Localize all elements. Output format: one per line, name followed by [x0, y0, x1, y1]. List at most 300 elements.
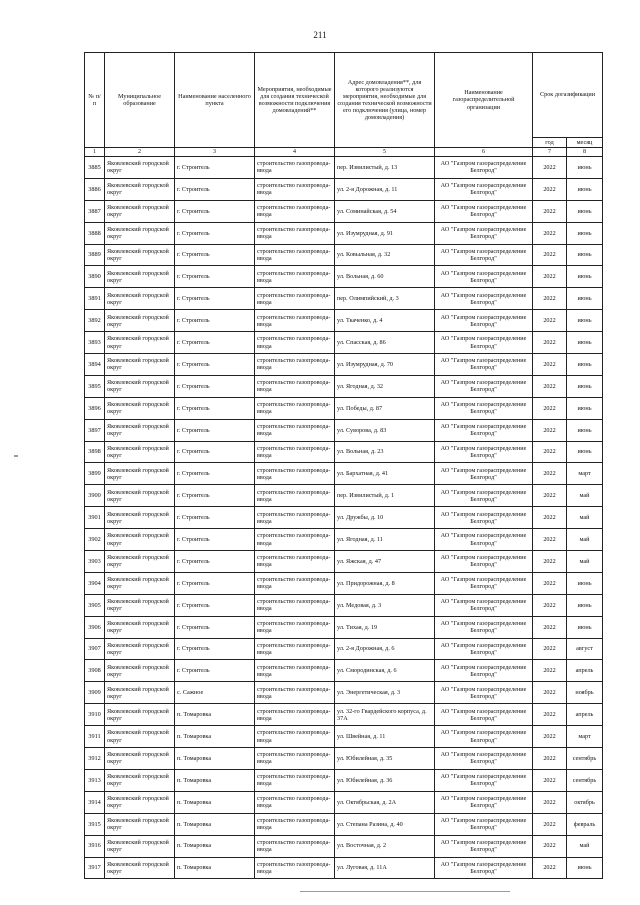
table-row — [85, 507, 603, 529]
row-number: 3906 — [85, 616, 105, 638]
address-cell: ул. Придорожная, д. 8 — [335, 572, 435, 594]
settlement-cell: г. Строитель — [175, 551, 255, 573]
table-row — [85, 660, 603, 682]
activity-cell: строительство газопровода-ввода — [255, 529, 335, 551]
organization-cell: АО "Газпром газораспределение Белгород" — [435, 354, 533, 376]
year-cell: 2022 — [533, 200, 567, 222]
municipality-cell: Яковлевский городской округ — [105, 813, 175, 835]
row-number: 3910 — [85, 704, 105, 726]
header-organization: Наименование газораспределительной организации — [435, 53, 533, 148]
municipality-cell: Яковлевский городской округ — [105, 791, 175, 813]
table-row — [85, 397, 603, 419]
month-cell: июнь — [567, 200, 603, 222]
header-municipality: Муниципальное образование — [105, 53, 175, 148]
organization-cell: АО "Газпром газораспределение Белгород" — [435, 397, 533, 419]
address-cell: ул. Спасская, д. 86 — [335, 332, 435, 354]
year-cell: 2022 — [533, 157, 567, 179]
municipality-cell: Яковлевский городской округ — [105, 835, 175, 857]
municipality-cell: Яковлевский городской округ — [105, 857, 175, 879]
year-cell: 2022 — [533, 375, 567, 397]
settlement-cell: г. Строитель — [175, 157, 255, 179]
month-cell: сентябрь — [567, 769, 603, 791]
column-number: 7 — [533, 148, 567, 157]
municipality-cell: Яковлевский городской округ — [105, 332, 175, 354]
activity-cell: строительство газопровода-ввода — [255, 375, 335, 397]
organization-cell: АО "Газпром газораспределение Белгород" — [435, 485, 533, 507]
activity-cell: строительство газопровода-ввода — [255, 572, 335, 594]
year-cell: 2022 — [533, 485, 567, 507]
municipality-cell: Яковлевский городской округ — [105, 748, 175, 770]
row-number: 3905 — [85, 594, 105, 616]
organization-cell: АО "Газпром газораспределение Белгород" — [435, 529, 533, 551]
settlement-cell: п. Томаровка — [175, 791, 255, 813]
table-header — [85, 53, 603, 157]
settlement-cell: г. Строитель — [175, 660, 255, 682]
row-number: 3888 — [85, 222, 105, 244]
municipality-cell: Яковлевский городской округ — [105, 769, 175, 791]
municipality-cell: Яковлевский городской округ — [105, 375, 175, 397]
year-cell: 2022 — [533, 354, 567, 376]
row-number: 3914 — [85, 791, 105, 813]
activity-cell: строительство газопровода-ввода — [255, 638, 335, 660]
municipality-cell: Яковлевский городской округ — [105, 660, 175, 682]
table-row — [85, 616, 603, 638]
scan-edge-line — [300, 891, 510, 892]
settlement-cell: г. Строитель — [175, 354, 255, 376]
settlement-cell: г. Строитель — [175, 616, 255, 638]
month-cell: июнь — [567, 354, 603, 376]
table-row — [85, 551, 603, 573]
address-cell: ул. Восточная, д. 2 — [335, 835, 435, 857]
month-cell: июнь — [567, 157, 603, 179]
municipality-cell: Яковлевский городской округ — [105, 244, 175, 266]
municipality-cell: Яковлевский городской округ — [105, 551, 175, 573]
month-cell: июнь — [567, 594, 603, 616]
activity-cell: строительство газопровода-ввода — [255, 616, 335, 638]
municipality-cell: Яковлевский городской округ — [105, 288, 175, 310]
activity-cell: строительство газопровода-ввода — [255, 704, 335, 726]
table-row — [85, 813, 603, 835]
month-cell: июнь — [567, 244, 603, 266]
month-cell: июнь — [567, 222, 603, 244]
address-cell: ул. Тихая, д. 19 — [335, 616, 435, 638]
row-number: 3897 — [85, 419, 105, 441]
table-row — [85, 178, 603, 200]
activity-cell: строительство газопровода-ввода — [255, 310, 335, 332]
header-year: год — [533, 138, 567, 148]
row-number: 3911 — [85, 726, 105, 748]
address-cell: ул. Вольная, д. 60 — [335, 266, 435, 288]
organization-cell: АО "Газпром газораспределение Белгород" — [435, 288, 533, 310]
address-cell: ул. Яжская, д. 47 — [335, 551, 435, 573]
activity-cell: строительство газопровода-ввода — [255, 594, 335, 616]
table-row — [85, 594, 603, 616]
year-cell: 2022 — [533, 682, 567, 704]
municipality-cell: Яковлевский городской округ — [105, 397, 175, 419]
table-row — [85, 441, 603, 463]
municipality-cell: Яковлевский городской округ — [105, 354, 175, 376]
settlement-cell: г. Строитель — [175, 485, 255, 507]
municipality-cell: Яковлевский городской округ — [105, 682, 175, 704]
page-number: 211 — [313, 30, 327, 40]
address-cell: ул. Ковыльная, д. 32 — [335, 244, 435, 266]
address-cell: ул. Изумрудная, д. 91 — [335, 222, 435, 244]
organization-cell: АО "Газпром газораспределение Белгород" — [435, 857, 533, 879]
address-cell: ул. Суворова, д. 83 — [335, 419, 435, 441]
column-number: 6 — [435, 148, 533, 157]
organization-cell: АО "Газпром газораспределение Белгород" — [435, 572, 533, 594]
year-cell: 2022 — [533, 288, 567, 310]
address-cell: ул. Ягодная, д. 32 — [335, 375, 435, 397]
municipality-cell: Яковлевский городской округ — [105, 463, 175, 485]
organization-cell: АО "Газпром газораспределение Белгород" — [435, 704, 533, 726]
organization-cell: АО "Газпром газораспределение Белгород" — [435, 200, 533, 222]
table-row — [85, 682, 603, 704]
year-cell: 2022 — [533, 266, 567, 288]
address-cell: ул. Луговая, д. 11А — [335, 857, 435, 879]
month-cell: март — [567, 463, 603, 485]
month-cell: июнь — [567, 310, 603, 332]
municipality-cell: Яковлевский городской округ — [105, 222, 175, 244]
municipality-cell: Яковлевский городской округ — [105, 507, 175, 529]
municipality-cell: Яковлевский городской округ — [105, 529, 175, 551]
address-cell: ул. Бархатная, д. 41 — [335, 463, 435, 485]
month-cell: май — [567, 835, 603, 857]
settlement-cell: г. Строитель — [175, 332, 255, 354]
month-cell: май — [567, 551, 603, 573]
address-cell: ул. Дружбы, д. 10 — [335, 507, 435, 529]
column-number: 8 — [567, 148, 603, 157]
organization-cell: АО "Газпром газораспределение Белгород" — [435, 375, 533, 397]
row-number: 3887 — [85, 200, 105, 222]
organization-cell: АО "Газпром газораспределение Белгород" — [435, 419, 533, 441]
month-cell: октябрь — [567, 791, 603, 813]
year-cell: 2022 — [533, 178, 567, 200]
settlement-cell: п. Томаровка — [175, 835, 255, 857]
activity-cell: строительство газопровода-ввода — [255, 178, 335, 200]
organization-cell: АО "Газпром газораспределение Белгород" — [435, 748, 533, 770]
table-row — [85, 485, 603, 507]
header-address: Адрес домовладения**, для которого реализуются мероприятия, необходимые для создания технической возможности его подключения (улица, номер домовладения) — [335, 53, 435, 148]
row-number: 3890 — [85, 266, 105, 288]
year-cell: 2022 — [533, 572, 567, 594]
table-row — [85, 463, 603, 485]
organization-cell: АО "Газпром газораспределение Белгород" — [435, 244, 533, 266]
municipality-cell: Яковлевский городской округ — [105, 616, 175, 638]
year-cell: 2022 — [533, 748, 567, 770]
table-row — [85, 419, 603, 441]
table-row — [85, 288, 603, 310]
address-cell: ул. Медовая, д. 3 — [335, 594, 435, 616]
municipality-cell: Яковлевский городской округ — [105, 157, 175, 179]
row-number: 3900 — [85, 485, 105, 507]
organization-cell: АО "Газпром газораспределение Белгород" — [435, 310, 533, 332]
table-row — [85, 791, 603, 813]
column-number-row — [85, 148, 603, 157]
address-cell: ул. Юбилейная, д. 35 — [335, 748, 435, 770]
table-row — [85, 244, 603, 266]
year-cell: 2022 — [533, 638, 567, 660]
year-cell: 2022 — [533, 310, 567, 332]
month-cell: август — [567, 638, 603, 660]
municipality-cell: Яковлевский городской округ — [105, 200, 175, 222]
row-number: 3903 — [85, 551, 105, 573]
month-cell: февраль — [567, 813, 603, 835]
table-row — [85, 266, 603, 288]
row-number: 3886 — [85, 178, 105, 200]
settlement-cell: г. Строитель — [175, 244, 255, 266]
row-number: 3892 — [85, 310, 105, 332]
month-cell: июнь — [567, 266, 603, 288]
table-row — [85, 310, 603, 332]
year-cell: 2022 — [533, 463, 567, 485]
year-cell: 2022 — [533, 332, 567, 354]
activity-cell: строительство газопровода-ввода — [255, 857, 335, 879]
month-cell: июнь — [567, 178, 603, 200]
header-num: № п/п — [85, 53, 105, 148]
organization-cell: АО "Газпром газораспределение Белгород" — [435, 463, 533, 485]
row-number: 3902 — [85, 529, 105, 551]
organization-cell: АО "Газпром газораспределение Белгород" — [435, 638, 533, 660]
year-cell: 2022 — [533, 857, 567, 879]
address-cell: ул. 2-я Дорожная, д. 11 — [335, 178, 435, 200]
row-number: 3896 — [85, 397, 105, 419]
table-body — [85, 157, 603, 879]
table-row — [85, 726, 603, 748]
activity-cell: строительство газопровода-ввода — [255, 551, 335, 573]
municipality-cell: Яковлевский городской округ — [105, 485, 175, 507]
organization-cell: АО "Газпром газораспределение Белгород" — [435, 441, 533, 463]
table-row — [85, 157, 603, 179]
year-cell: 2022 — [533, 507, 567, 529]
table-row — [85, 222, 603, 244]
organization-cell: АО "Газпром газораспределение Белгород" — [435, 660, 533, 682]
settlement-cell: п. Томаровка — [175, 704, 255, 726]
table-row — [85, 748, 603, 770]
settlement-cell: г. Строитель — [175, 266, 255, 288]
year-cell: 2022 — [533, 397, 567, 419]
scan-mark — [14, 455, 18, 457]
settlement-cell: с. Сажное — [175, 682, 255, 704]
address-cell: пер. Извилистый, д. 13 — [335, 157, 435, 179]
row-number: 3916 — [85, 835, 105, 857]
activity-cell: строительство газопровода-ввода — [255, 200, 335, 222]
activity-cell: строительство газопровода-ввода — [255, 288, 335, 310]
organization-cell: АО "Газпром газораспределение Белгород" — [435, 616, 533, 638]
activity-cell: строительство газопровода-ввода — [255, 835, 335, 857]
month-cell: июнь — [567, 616, 603, 638]
year-cell: 2022 — [533, 529, 567, 551]
address-cell: ул. Соминайская, д. 54 — [335, 200, 435, 222]
organization-cell: АО "Газпром газораспределение Белгород" — [435, 157, 533, 179]
year-cell: 2022 — [533, 835, 567, 857]
address-cell: ул. Изумрудная, д. 70 — [335, 354, 435, 376]
month-cell: апрель — [567, 704, 603, 726]
month-cell: май — [567, 485, 603, 507]
column-number: 5 — [335, 148, 435, 157]
activity-cell: строительство газопровода-ввода — [255, 485, 335, 507]
month-cell: ноябрь — [567, 682, 603, 704]
table-row — [85, 638, 603, 660]
year-cell: 2022 — [533, 222, 567, 244]
month-cell: май — [567, 507, 603, 529]
organization-cell: АО "Газпром газораспределение Белгород" — [435, 178, 533, 200]
table-row — [85, 704, 603, 726]
settlement-cell: п. Томаровка — [175, 726, 255, 748]
settlement-cell: г. Строитель — [175, 441, 255, 463]
settlement-cell: п. Томаровка — [175, 748, 255, 770]
organization-cell: АО "Газпром газораспределение Белгород" — [435, 507, 533, 529]
address-cell: ул. Ткаченко, д. 4 — [335, 310, 435, 332]
row-number: 3915 — [85, 813, 105, 835]
organization-cell: АО "Газпром газораспределение Белгород" — [435, 791, 533, 813]
row-number: 3913 — [85, 769, 105, 791]
activity-cell: строительство газопровода-ввода — [255, 813, 335, 835]
organization-cell: АО "Газпром газораспределение Белгород" — [435, 813, 533, 835]
address-cell: ул. 32-го Гвардейского корпуса, д. 37А — [335, 704, 435, 726]
settlement-cell: г. Строитель — [175, 288, 255, 310]
settlement-cell: г. Строитель — [175, 507, 255, 529]
header-deadline: Срок догазификации — [533, 53, 603, 138]
activity-cell: строительство газопровода-ввода — [255, 726, 335, 748]
row-number: 3909 — [85, 682, 105, 704]
settlement-cell: г. Строитель — [175, 222, 255, 244]
table-row — [85, 200, 603, 222]
activity-cell: строительство газопровода-ввода — [255, 354, 335, 376]
month-cell: сентябрь — [567, 748, 603, 770]
activity-cell: строительство газопровода-ввода — [255, 332, 335, 354]
month-cell: июнь — [567, 857, 603, 879]
settlement-cell: г. Строитель — [175, 419, 255, 441]
municipality-cell: Яковлевский городской округ — [105, 726, 175, 748]
municipality-cell: Яковлевский городской округ — [105, 178, 175, 200]
year-cell: 2022 — [533, 660, 567, 682]
row-number: 3893 — [85, 332, 105, 354]
table-row — [85, 857, 603, 879]
settlement-cell: г. Строитель — [175, 178, 255, 200]
year-cell: 2022 — [533, 551, 567, 573]
activity-cell: строительство газопровода-ввода — [255, 660, 335, 682]
settlement-cell: п. Томаровка — [175, 813, 255, 835]
municipality-cell: Яковлевский городской округ — [105, 266, 175, 288]
municipality-cell: Яковлевский городской округ — [105, 441, 175, 463]
activity-cell: строительство газопровода-ввода — [255, 507, 335, 529]
row-number: 3891 — [85, 288, 105, 310]
year-cell: 2022 — [533, 726, 567, 748]
month-cell: июнь — [567, 288, 603, 310]
column-number: 3 — [175, 148, 255, 157]
activity-cell: строительство газопровода-ввода — [255, 791, 335, 813]
month-cell: июнь — [567, 419, 603, 441]
activity-cell: строительство газопровода-ввода — [255, 769, 335, 791]
settlement-cell: г. Строитель — [175, 310, 255, 332]
row-number: 3901 — [85, 507, 105, 529]
municipality-cell: Яковлевский городской округ — [105, 594, 175, 616]
organization-cell: АО "Газпром газораспределение Белгород" — [435, 682, 533, 704]
address-cell: ул. Смородинская, д. 6 — [335, 660, 435, 682]
month-cell: июнь — [567, 375, 603, 397]
month-cell: июнь — [567, 332, 603, 354]
settlement-cell: г. Строитель — [175, 572, 255, 594]
month-cell: июнь — [567, 441, 603, 463]
month-cell: март — [567, 726, 603, 748]
year-cell: 2022 — [533, 594, 567, 616]
table-row — [85, 572, 603, 594]
activity-cell: строительство газопровода-ввода — [255, 419, 335, 441]
year-cell: 2022 — [533, 813, 567, 835]
column-number: 1 — [85, 148, 105, 157]
row-number: 3908 — [85, 660, 105, 682]
settlement-cell: г. Строитель — [175, 200, 255, 222]
year-cell: 2022 — [533, 769, 567, 791]
activity-cell: строительство газопровода-ввода — [255, 748, 335, 770]
year-cell: 2022 — [533, 244, 567, 266]
month-cell: июнь — [567, 397, 603, 419]
row-number: 3899 — [85, 463, 105, 485]
settlement-cell: г. Строитель — [175, 529, 255, 551]
row-number: 3898 — [85, 441, 105, 463]
year-cell: 2022 — [533, 616, 567, 638]
address-cell: пер. Извилистый, д. 1 — [335, 485, 435, 507]
address-cell: ул. Ягодная, д. 11 — [335, 529, 435, 551]
settlement-cell: п. Томаровка — [175, 769, 255, 791]
table-row — [85, 375, 603, 397]
municipality-cell: Яковлевский городской округ — [105, 572, 175, 594]
organization-cell: АО "Газпром газораспределение Белгород" — [435, 726, 533, 748]
settlement-cell: г. Строитель — [175, 638, 255, 660]
address-cell: ул. Швейная, д. 11 — [335, 726, 435, 748]
row-number: 3912 — [85, 748, 105, 770]
row-number: 3889 — [85, 244, 105, 266]
header-settlement: Наименование населенного пункта — [175, 53, 255, 148]
organization-cell: АО "Газпром газораспределение Белгород" — [435, 332, 533, 354]
table-row — [85, 332, 603, 354]
activity-cell: строительство газопровода-ввода — [255, 222, 335, 244]
municipality-cell: Яковлевский городской округ — [105, 310, 175, 332]
row-number: 3894 — [85, 354, 105, 376]
activity-cell: строительство газопровода-ввода — [255, 244, 335, 266]
year-cell: 2022 — [533, 791, 567, 813]
address-cell: ул. Юбилейная, д. 36 — [335, 769, 435, 791]
activity-cell: строительство газопровода-ввода — [255, 682, 335, 704]
table-row — [85, 835, 603, 857]
municipality-cell: Яковлевский городской округ — [105, 638, 175, 660]
organization-cell: АО "Газпром газораспределение Белгород" — [435, 266, 533, 288]
row-number: 3904 — [85, 572, 105, 594]
address-cell: ул. Вольная, д. 23 — [335, 441, 435, 463]
settlement-cell: г. Строитель — [175, 375, 255, 397]
row-number: 3895 — [85, 375, 105, 397]
row-number: 3917 — [85, 857, 105, 879]
organization-cell: АО "Газпром газораспределение Белгород" — [435, 222, 533, 244]
table-row — [85, 769, 603, 791]
month-cell: июнь — [567, 572, 603, 594]
municipality-cell: Яковлевский городской округ — [105, 419, 175, 441]
organization-cell: АО "Газпром газораспределение Белгород" — [435, 551, 533, 573]
activity-cell: строительство газопровода-ввода — [255, 441, 335, 463]
settlement-cell: г. Строитель — [175, 397, 255, 419]
table-row — [85, 354, 603, 376]
activity-cell: строительство газопровода-ввода — [255, 397, 335, 419]
column-number: 2 — [105, 148, 175, 157]
activity-cell: строительство газопровода-ввода — [255, 157, 335, 179]
organization-cell: АО "Газпром газораспределение Белгород" — [435, 594, 533, 616]
address-cell: пер. Олимпийский, д. 3 — [335, 288, 435, 310]
year-cell: 2022 — [533, 441, 567, 463]
year-cell: 2022 — [533, 704, 567, 726]
header-activity: Мероприятия, необходимые для создания технической возможности подключения домовладений** — [255, 53, 335, 148]
settlement-cell: г. Строитель — [175, 463, 255, 485]
